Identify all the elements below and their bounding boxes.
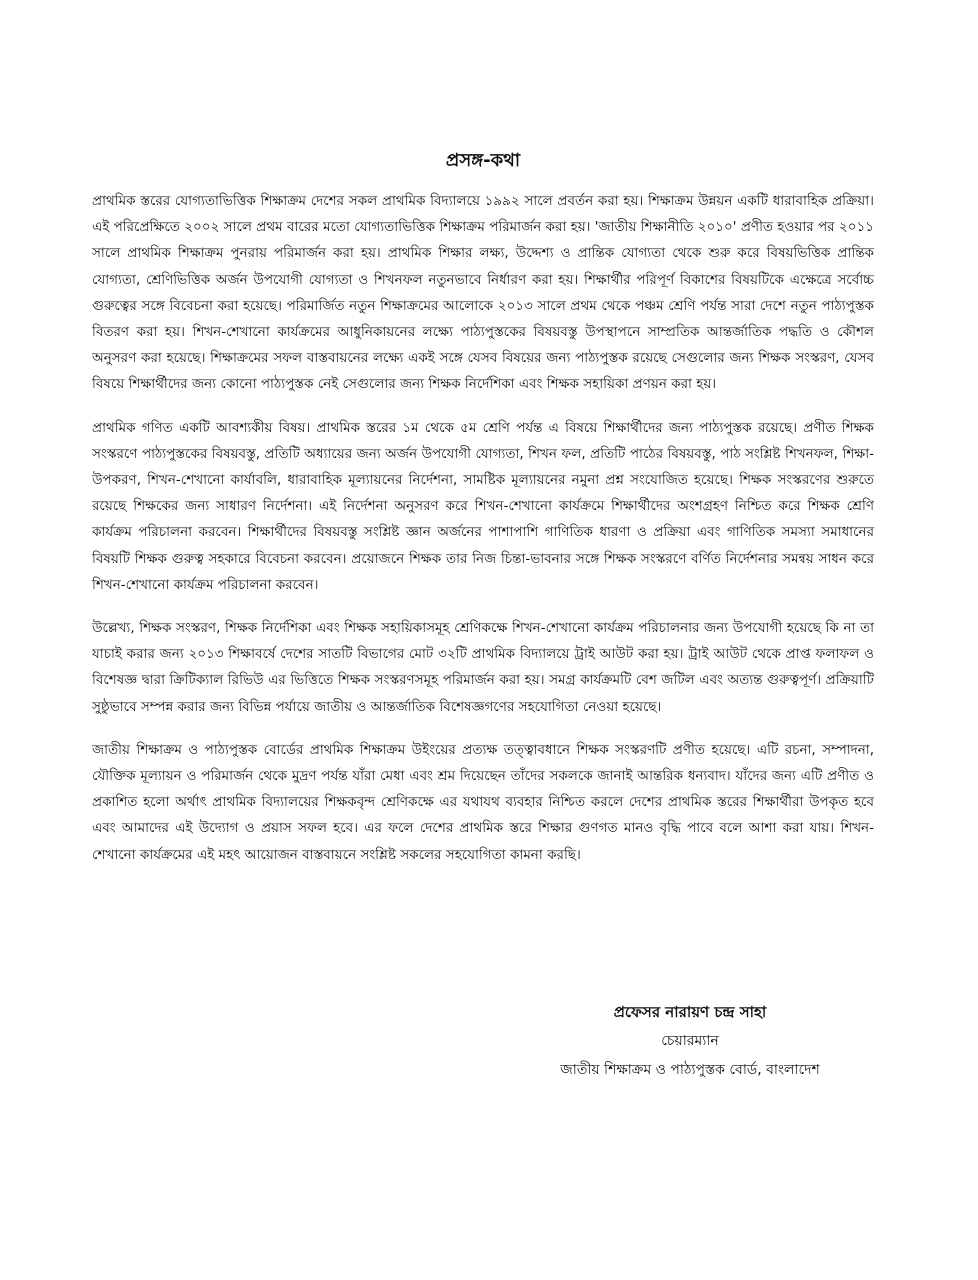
signature-block [500,998,880,1085]
signatory-designation: চেয়ারম্যান [661,1033,719,1049]
paragraph-primary-math: প্রাথমিক গণিত একটি আবশ্যকীয় বিষয়। প্রাথমিক স্তরের ১ম থেকে ৫ম শ্রেণি পর্যন্ত এ বিষয়ে শিক্ষার্থীদের জন্য পাঠ্যপুস্তক রয়েছে। প্রণীত শিক্ষক সংস্করণে পাঠ্যপুস্তকের বিষয়বস্তু, প্রতিটি অধ্যায়ের জন্য অর্জন উপযোগী যোগ্যতা, শিখন ফল, প্রতিটি পাঠের বিষয়বস্তু, পাঠ সংশ্লিষ্ট শিখনফল, শিক্ষা-উপকরণ, শিখন-শেখানো কার্যাবলি, ধারাবাহিক মূল্যায়নের নির্দেশনা, সামষ্টিক মূল্যায়নের নমুনা প্রশ্ন সংযোজিত হয়েছে। শিক্ষক সংস্করণের শুরুতে রয়েছে শিক্ষকের জন্য সাধারণ নির্দেশনা। এই নির্দেশনা অনুসরণ করে শিখন-শেখানো কার্যক্রমে শিক্ষার্থীদের অংশগ্রহণ নিশ্চিত করে শিক্ষক শ্রেণি কার্যক্রম পরিচালনা করবেন। শিক্ষার্থীদের বিষয়বস্তু সংশ্লিষ্ট জ্ঞান অর্জনের পাশাপাশি গাণিতিক ধারণা ও প্রক্রিয়া এবং গাণিতিক সমস্যা সমাধানের বিষয়টি শিক্ষক গুরুত্ব সহকারে বিবেচনা করবেন। প্রয়োজনে শিক্ষক তার নিজ চিন্তা-ভাবনার সঙ্গে শিক্ষক সংস্করণে বর্ণিত নির্দেশনার সমন্বয় সাধন করে শিখন-শেখানো কার্যক্রম পরিচালনা করবেন। [92,419,874,593]
page-title: প্রসঙ্গ-কথা [445,150,521,171]
document-body [92,148,874,885]
signatory-organization: জাতীয় শিক্ষাক্রম ও পাঠ্যপুস্তক বোর্ড, বাংলাদেশ [560,1062,820,1078]
paragraph-acknowledgement: জাতীয় শিক্ষাক্রম ও পাঠ্যপুস্তক বোর্ডের প্রাথমিক শিক্ষাক্রম উইংয়ের প্রত্যক্ষ তত্ত্বাবধানে শিক্ষক সংস্করণটি প্রণীত হয়েছে। এটি রচনা, সম্পাদনা, যৌক্তিক মূল্যায়ন ও পরিমার্জন থেকে মুদ্রণ পর্যন্ত যাঁরা মেধা এবং শ্রম দিয়েছেন তাঁদের সকলকে জানাই আন্তরিক ধন্যবাদ। যাঁদের জন্য এটি প্রণীত ও প্রকাশিত হলো অর্থাৎ প্রাথমিক বিদ্যালয়ের শিক্ষকবৃন্দ শ্রেণিকক্ষে এর যথাযথ ব্যবহার নিশ্চিত করলে দেশের প্রাথমিক স্তরের শিক্ষার্থীরা উপকৃত হবে এবং আমাদের এই উদ্যোগ ও প্রয়াস সফল হবে। এর ফলে দেশের প্রাথমিক স্তরে শিক্ষার গুণগত মানও বৃদ্ধি পাবে বলে আশা করা যায়। শিখন-শেখানো কার্যক্রমের এই মহৎ আয়োজন বাস্তবায়নে সংশ্লিষ্ট সকলের সহযোগিতা কামনা করছি। [92,741,874,863]
paragraph-curriculum-history: প্রাথমিক স্তরের যোগ্যতাভিত্তিক শিক্ষাক্রম দেশের সকল প্রাথমিক বিদ্যালয়ে ১৯৯২ সালে প্রবর্তন করা হয়। শিক্ষাক্রম উন্নয়ন একটি ধারাবাহিক প্রক্রিয়া। এই পরিপ্রেক্ষিতে ২০০২ সালে প্রথম বারের মতো যোগ্যতাভিত্তিক শিক্ষাক্রম পরিমার্জন করা হয়। 'জাতীয় শিক্ষানীতি ২০১০' প্রণীত হওয়ার পর ২০১১ সালে প্রাথমিক শিক্ষাক্রম পুনরায় পরিমার্জন করা হয়। প্রাথমিক শিক্ষার লক্ষ্য, উদ্দেশ্য ও প্রান্তিক যোগ্যতা থেকে শুরু করে বিষয়ভিত্তিক প্রান্তিক যোগ্যতা, শ্রেণিভিত্তিক অর্জন উপযোগী যোগ্যতা ও শিখনফল নতুনভাবে নির্ধারণ করা হয়। শিক্ষার্থীর পরিপূর্ণ বিকাশের বিষয়টিকে এক্ষেত্রে সর্বোচ্চ গুরুত্বের সঙ্গে বিবেচনা করা হয়েছে। পরিমার্জিত নতুন শিক্ষাক্রমের আলোকে ২০১৩ সালে প্রথম থেকে পঞ্চম শ্রেণি পর্যন্ত সারা দেশে নতুন পাঠ্যপুস্তক বিতরণ করা হয়। শিখন-শেখানো কার্যক্রমের আধুনিকায়নের লক্ষ্যে পাঠ্যপুস্তকের বিষয়বস্তু উপস্থাপনে সাম্প্রতিক আন্তর্জাতিক পদ্ধতি ও কৌশল অনুসরণ করা হয়েছে। শিক্ষাক্রমের সফল বাস্তবায়নের লক্ষ্যে একই সঙ্গে যেসব বিষয়ের জন্য পাঠ্যপুস্তক রয়েছে সেগুলোর জন্য শিক্ষক সংস্করণ, যেসব বিষয়ে শিক্ষার্থীদের জন্য কোনো পাঠ্যপুস্তক নেই সেগুলোর জন্য শিক্ষক নির্দেশিকা এবং শিক্ষক সহায়িকা প্রণয়ন করা হয়। [92,193,874,393]
signatory-name: প্রফেসর নারায়ণ চন্দ্র সাহা [613,1003,767,1021]
paragraph-tryout: উল্লেখ্য, শিক্ষক সংস্করণ, শিক্ষক নির্দেশিকা এবং শিক্ষক সহায়িকাসমূহ শ্রেণিকক্ষে শিখন-শেখানো কার্যক্রম পরিচালনার জন্য উপযোগী হয়েছে কি না তা যাচাই করার জন্য ২০১৩ শিক্ষাবর্ষে দেশের সাতটি বিভাগের মোট ৩২টি প্রাথমিক বিদ্যালয়ে ট্রাই আউট করা হয়। ট্রাই আউট থেকে প্রাপ্ত ফলাফল ও বিশেষজ্ঞ দ্বারা ক্রিটিক্যাল রিভিউ এর ভিত্তিতে শিক্ষক সংস্করণসমূহ পরিমার্জন করা হয়। সমগ্র কার্যক্রমটি বেশ জটিল এবং অত্যন্ত গুরুত্বপূর্ণ। প্রক্রিয়াটি সুষ্ঠুভাবে সম্পন্ন করার জন্য বিভিন্ন পর্যায়ে জাতীয় ও আন্তর্জাতিক বিশেষজ্ঞগণের সহযোগিতা নেওয়া হয়েছে। [92,620,874,715]
